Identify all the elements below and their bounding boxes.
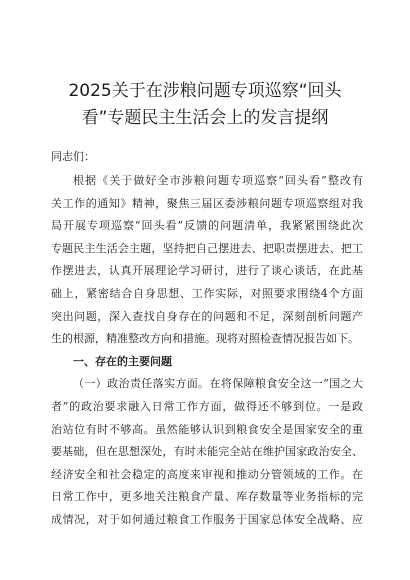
paragraph-line: 础上，紧密结合自身思想、工作实际，对照要求围绕4个方面: [51, 286, 363, 300]
paragraph-line: 治站位有时不够高。虽然能够认识到粮食安全是国家安全的重: [51, 422, 363, 436]
paragraph-line: 成情况，对于如何通过粮食工作服务于国家总体安全战略、应: [51, 512, 363, 526]
document-title: [40, 78, 370, 132]
paragraph-line: 生的根源，精准整改方向和措施。现将对照检查情况报告如下。: [51, 332, 359, 346]
document-body: [51, 170, 363, 532]
paragraph-line: 作摆进去，认真开展理论学习研讨，进行了谈心谈话，在此基: [51, 264, 363, 278]
section-heading: 一、存在的主要问题: [73, 354, 172, 368]
title-line-1: 2025关于在涉粮问题专项巡察“回头: [68, 81, 342, 101]
paragraph-line: 关工作的通知》精神，聚焦三届区委涉粮问题专项巡察组对我: [51, 196, 363, 210]
paragraph-line: 局开展专项巡察“回头看”反馈的问题清单，我紧紧围绕此次: [51, 219, 363, 233]
paragraph-line: 日常工作中，更多地关注粮食产量、库存数量等业务指标的完: [51, 490, 363, 504]
title-line-2: 看”专题民主生活会上的发言提纲: [81, 108, 329, 128]
paragraph-line: 经济安全和社会稳定的高度来审视和推动分管领域的工作。在: [51, 467, 363, 481]
paragraph-line: 者”的政治要求融入日常工作方面，做得还不够到位。一是政: [51, 399, 363, 413]
paragraph-line: 要基础，但在思想深处，有时未能完全站在维护国家政治安全、: [51, 445, 363, 459]
paragraph-line: 突出问题，深入查找自身存在的问题和不足，深刻剖析问题产: [51, 309, 363, 323]
paragraph-line: 专题民主生活会主题，坚持把自己摆进去、把职责摆进去、把工: [51, 241, 363, 255]
greeting: 同志们：: [51, 150, 95, 163]
paragraph-line: （一）政治责任落实方面。在将保障粮食安全这一“国之大: [73, 377, 363, 391]
paragraph-line: 根据《关于做好全市涉粮问题专项巡察“回头看”整改有: [73, 174, 363, 187]
